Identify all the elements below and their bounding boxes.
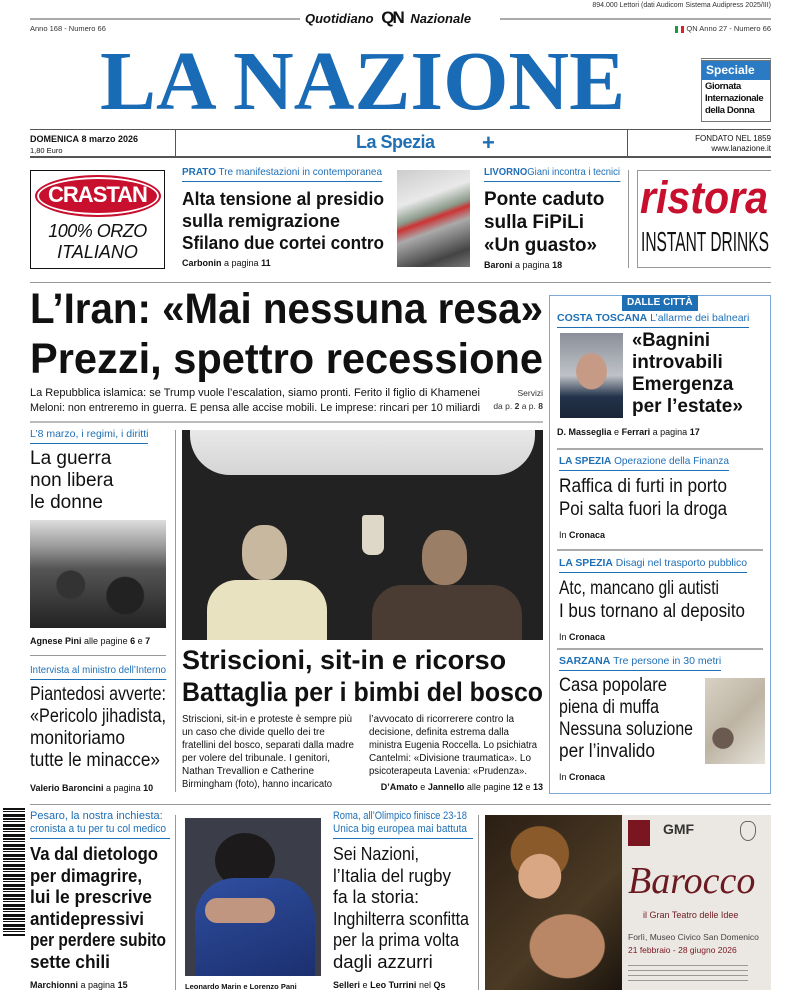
headline[interactable]: monitoriamo <box>30 728 125 749</box>
byline: Marchionni a pagina 15 <box>30 980 128 990</box>
ad-place: Forlì, Museo Civico San Domenico <box>628 932 759 942</box>
headline[interactable]: Emergenza <box>632 374 734 395</box>
crest-icon <box>740 821 756 841</box>
headline[interactable]: Sei Nazioni, <box>333 843 419 864</box>
divider <box>30 421 543 423</box>
speciale-line: Internazionale <box>705 93 764 104</box>
photo-caption: Leonardo Marin e Lorenzo Pani <box>185 982 297 991</box>
divider <box>175 430 176 792</box>
kicker: COSTA TOSCANA L’allarme dei balneari <box>557 312 749 328</box>
lead-summary: La Repubblica islamica: se Trump vuole l’escalation, siamo pronti. Ferito il figlio di Khamenei <box>30 387 480 399</box>
divider <box>30 156 771 158</box>
divider <box>30 655 166 656</box>
byline: Valerio Baroncini a pagina 10 <box>30 783 154 793</box>
headline[interactable]: antidepressivi <box>30 907 144 929</box>
issue-left: Anno 168 - Numero 66 <box>30 24 106 33</box>
network-right: Nazionale <box>410 11 472 26</box>
headline[interactable]: per l’estate» <box>632 396 743 417</box>
qn-network-logo <box>305 9 471 28</box>
article-col: l’avvocato di ricorrerere contro la decisione, definita estrema dalla ministra Eugenia Roccella. Lo psichiatra Cantelmi: «Divisione traumatica». Lo psicoterapeuta Lavenia: «Prudenza». <box>369 714 537 777</box>
sponsor-logo <box>628 820 650 846</box>
divider <box>30 129 771 130</box>
headline[interactable]: «Bagnini <box>632 330 710 351</box>
headline[interactable]: lui le prescrive <box>30 886 152 907</box>
ad-fineprint <box>628 965 748 983</box>
barcode <box>3 808 25 936</box>
headline[interactable]: Nessuna soluzione <box>559 719 693 740</box>
headline[interactable]: non libera <box>30 470 114 491</box>
divider <box>500 18 771 20</box>
headline[interactable]: sulla FiPiLi <box>484 212 584 233</box>
headline[interactable]: Sfilano due cortei contro <box>182 233 384 253</box>
lead-headline[interactable]: L’Iran: «Mai nessuna resa» <box>30 285 543 333</box>
divider <box>30 18 300 20</box>
readers-count: 894.000 Lettori (dati Audicom Sistema Audipress 2025/III) <box>592 2 771 9</box>
edition-name: La Spezia <box>356 132 435 152</box>
divider <box>557 648 763 650</box>
kicker: Roma, all’Olimpico finisce 23-18 Unica big europea mai battuta <box>333 810 473 839</box>
speciale-box[interactable] <box>701 58 771 122</box>
gmf-logo: GMF <box>663 821 695 837</box>
masthead-title: LA NAZIONE <box>100 35 626 128</box>
kicker: L’8 marzo, i regimi, i diritti <box>30 428 148 444</box>
headline[interactable]: dagli azzurri <box>333 950 433 972</box>
ad-title: Barocco <box>628 860 756 902</box>
divider <box>175 129 176 157</box>
ristora-ad[interactable] <box>637 170 771 268</box>
byline: D. Masseglia e Ferrari a pagina 17 <box>557 427 700 437</box>
headline[interactable]: sette chili <box>30 950 110 972</box>
headline[interactable]: per perdere subito <box>30 929 166 950</box>
ad-text: 100% ORZO <box>48 221 147 241</box>
headline[interactable]: I bus tornano al deposito <box>559 601 745 622</box>
headline[interactable]: tutte le minacce» <box>30 750 160 771</box>
ad-subtitle: il Gran Teatro delle Idee <box>643 910 739 920</box>
founded: FONDATO NEL 1859 <box>695 134 771 143</box>
headline[interactable]: per l’invalido <box>559 741 655 762</box>
car-family-photo <box>182 430 543 640</box>
ad-text: ITALIANO <box>57 242 138 262</box>
headline[interactable]: Battaglia per i bimbi del bosco <box>182 677 543 707</box>
headline[interactable]: «Pericolo jihadista, <box>30 706 166 727</box>
headline[interactable]: Piantedosi avverte: <box>30 684 166 705</box>
protest-photo <box>397 170 470 267</box>
date-value: 8 marzo 2026 <box>81 134 139 144</box>
italian-flag-icon <box>675 26 684 33</box>
kicker: Intervista al ministro dell’Interno <box>30 664 166 680</box>
portrait-photo <box>560 333 623 418</box>
section-ref: In Cronaca <box>559 772 606 782</box>
kicker: PRATO Tre manifestazioni in contemporanea <box>182 166 382 182</box>
mold-wall-photo <box>705 678 765 764</box>
article-col: Striscioni, sit-in e proteste è sempre più un caso che divide quello dei tre fratellini del bosco, separati dalla madre per volere del tribunale. I genitori, Nathan Trevallion e Catherine Birmingham (foto), hanno incaricato <box>182 714 354 790</box>
section-ref: In Cronaca <box>559 632 606 642</box>
kicker: Pesaro, la nostra inchiesta: cronista a tu per tu col medico <box>30 810 170 839</box>
kicker: LIVORNOGiani incontra i tecnici <box>484 166 620 182</box>
ad-dates: 21 febbraio - 28 giugno 2026 <box>628 945 737 955</box>
crastan-ad[interactable] <box>30 170 165 269</box>
barocco-ad[interactable] <box>485 815 771 990</box>
headline[interactable]: le donne <box>30 492 103 513</box>
byline: Selleri e Leo Turrini nel Qs <box>333 980 446 990</box>
headline[interactable]: l’Italia del rugby <box>333 864 451 886</box>
headline[interactable]: Raffica di furti in porto <box>559 476 727 497</box>
kicker: SARZANA Tre persone in 30 metri <box>559 655 721 671</box>
headline[interactable]: Casa popolare <box>559 675 667 696</box>
divider <box>628 170 629 268</box>
women-protest-photo <box>30 520 166 628</box>
services-ref: Servizi da p. 2 a p. 8 <box>493 388 543 411</box>
speciale-label: Speciale <box>702 61 770 80</box>
divider <box>30 282 771 283</box>
headline[interactable]: Inghilterra sconfitta <box>333 907 469 929</box>
divider <box>557 448 763 450</box>
cities-label: DALLE CITTÀ <box>622 295 698 311</box>
masthead <box>100 35 700 128</box>
headline[interactable]: Va dal dietologo <box>30 843 158 864</box>
headline[interactable]: per la prima volta <box>333 929 459 950</box>
date <box>30 134 138 145</box>
network-left: Quotidiano <box>305 11 374 26</box>
headline[interactable]: Striscioni, sit-in e ricorso <box>182 645 507 675</box>
lead-summary: Meloni: non entreremo in guerra. E pensa alle accise mobili. Le imprese: rincari per 10 miliardi <box>30 402 480 414</box>
lead-headline[interactable]: Prezzi, spettro recessione <box>30 335 543 383</box>
ristora-logo: ristora <box>640 172 768 223</box>
speciale-line: Giornata <box>705 81 741 92</box>
headline[interactable]: Alta tensione al presidio <box>182 189 384 209</box>
divider <box>478 815 479 990</box>
divider <box>627 129 628 157</box>
plus-icon[interactable]: + <box>482 130 495 155</box>
divider <box>557 549 763 551</box>
headline[interactable]: per dimagrire, <box>30 864 142 886</box>
kicker: LA SPEZIA Disagi nel trasporto pubblico <box>559 557 747 573</box>
headline[interactable]: sulla remigrazione <box>182 211 341 231</box>
divider <box>175 815 176 990</box>
section-ref: In Cronaca <box>559 530 606 540</box>
headline[interactable]: Poi salta fuori la droga <box>559 499 727 520</box>
divider <box>30 804 771 805</box>
ad-text: INSTANT DRINKS <box>641 226 769 257</box>
date-day: DOMENICA <box>30 134 79 144</box>
issue-right <box>675 24 771 33</box>
headline[interactable]: «Un guasto» <box>484 235 597 256</box>
byline: Baroni a pagina 18 <box>484 260 563 270</box>
headline[interactable]: La guerra <box>30 448 112 469</box>
headline[interactable]: Ponte caduto <box>484 189 605 210</box>
headline[interactable]: fa la storia: <box>333 886 419 907</box>
website-link[interactable]: www.lanazione.it <box>711 144 771 153</box>
byline: D’Amato e Jannello alle pagine 12 e 13 <box>380 782 543 792</box>
issue-right-text: QN Anno 27 - Numero 66 <box>686 24 771 33</box>
kicker: LA SPEZIA Operazione della Finanza <box>559 455 729 471</box>
rugby-players-photo <box>185 818 321 976</box>
headline[interactable]: piena di muffa <box>559 697 659 718</box>
byline: Carbonin a pagina 11 <box>182 258 271 268</box>
baroque-painting <box>485 815 622 990</box>
crastan-logo: CRASTAN <box>35 175 161 217</box>
price: 1,80 Euro <box>30 146 63 155</box>
headline[interactable]: introvabili <box>632 352 723 373</box>
speciale-line: della Donna <box>705 105 755 116</box>
qn-logo: QN <box>381 8 403 27</box>
byline: Agnese Pini alle pagine 6 e 7 <box>30 636 151 646</box>
headline[interactable]: Atc, mancano gli autisti <box>559 578 719 599</box>
